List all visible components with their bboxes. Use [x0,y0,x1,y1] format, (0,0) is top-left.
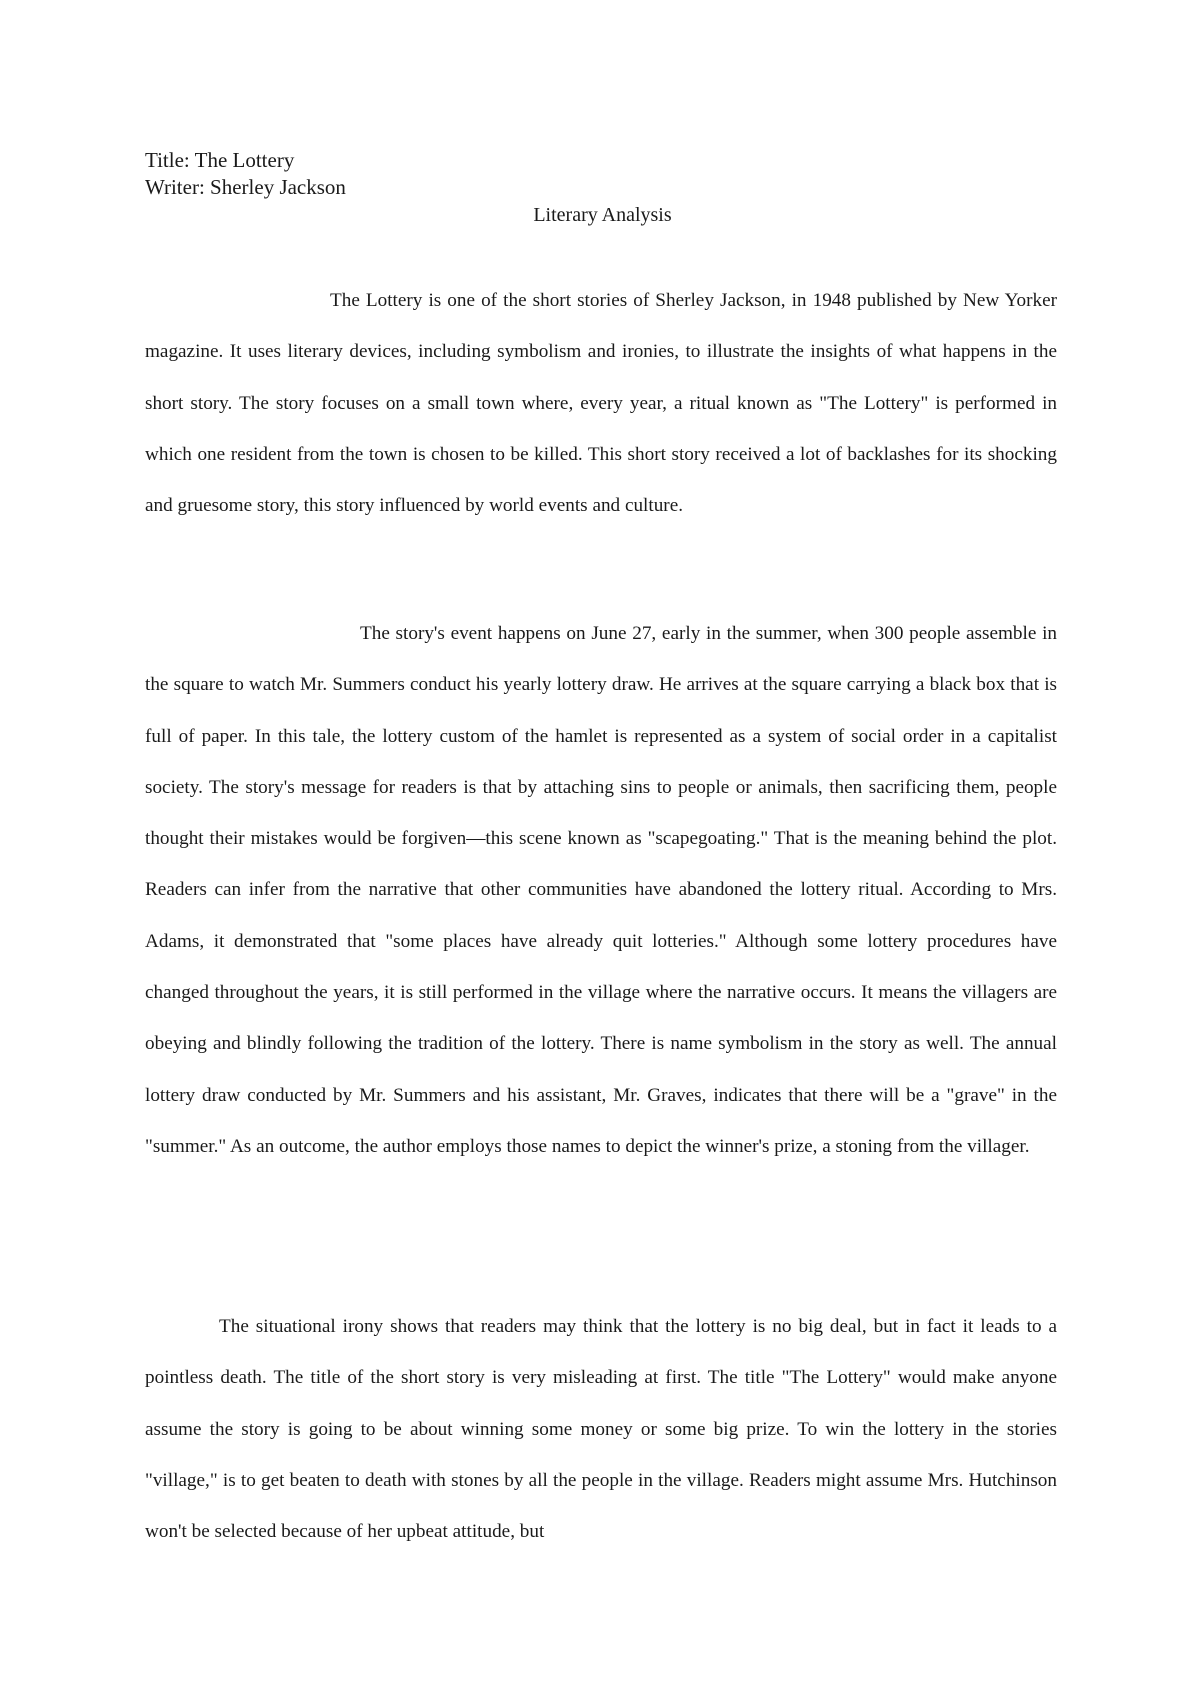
paragraph-2: The story's event happens on June 27, early in the summer, when 300 people assemble in the square to watch Mr. Summers conduct his yearly lottery draw. He arrives at the square carrying a black box that is full of paper. In this tale, the lottery custom of the hamlet is represented as a system of social order in a capitalist society. The story's message for readers is that by attaching sins to people or animals, then sacrificing them, people thought their mistakes would be forgiven—this scene known as "scapegoating." That is the meaning behind the plot. Readers can infer from the narrative that other communities have abandoned the lottery ritual. According to Mrs. Adams, it demonstrated that "some places have already quit lotteries." Although some lottery procedures have changed throughout the years, it is still performed in the village where the narrative occurs. It means the villagers are obeying and blindly following the tradition of the lottery. There is name symbolism in the story as well. The annual lottery draw conducted by Mr. Summers and his assistant, Mr. Graves, indicates that there will be a "grave" in the "summer." As an outcome, the author employs those names to depict the winner's prize, a stoning from the villager. [145,623,1057,1157]
title-line: Title: The Lottery [145,148,295,172]
paragraph-3: The situational irony shows that readers may think that the lottery is no big deal, but in fact it leads to a pointless death. The title of the short story is very misleading at first. The title "The Lottery" would make anyone assume the story is going to be about winning some money or some big prize. To win the lottery in the stories "village," is to get beaten to death with stones by all the people in the village. Readers might assume Mrs. Hutchinson won't be selected because of her upbeat attitude, but [145,1316,1057,1543]
document-heading: Literary Analysis [533,204,672,226]
paragraph-1: The Lottery is one of the short stories of Sherley Jackson, in 1948 published by New Yorker magazine. It uses literary devices, including symbolism and ironies, to illustrate the insights of what happens in the short story. The story focuses on a small town where, every year, a ritual known as "The Lottery" is performed in which one resident from the town is chosen to be killed. This short story received a lot of backlashes for its shocking and gruesome story, this story influenced by world events and culture. [145,290,1057,517]
writer-line: Writer: Sherley Jackson [145,175,346,199]
